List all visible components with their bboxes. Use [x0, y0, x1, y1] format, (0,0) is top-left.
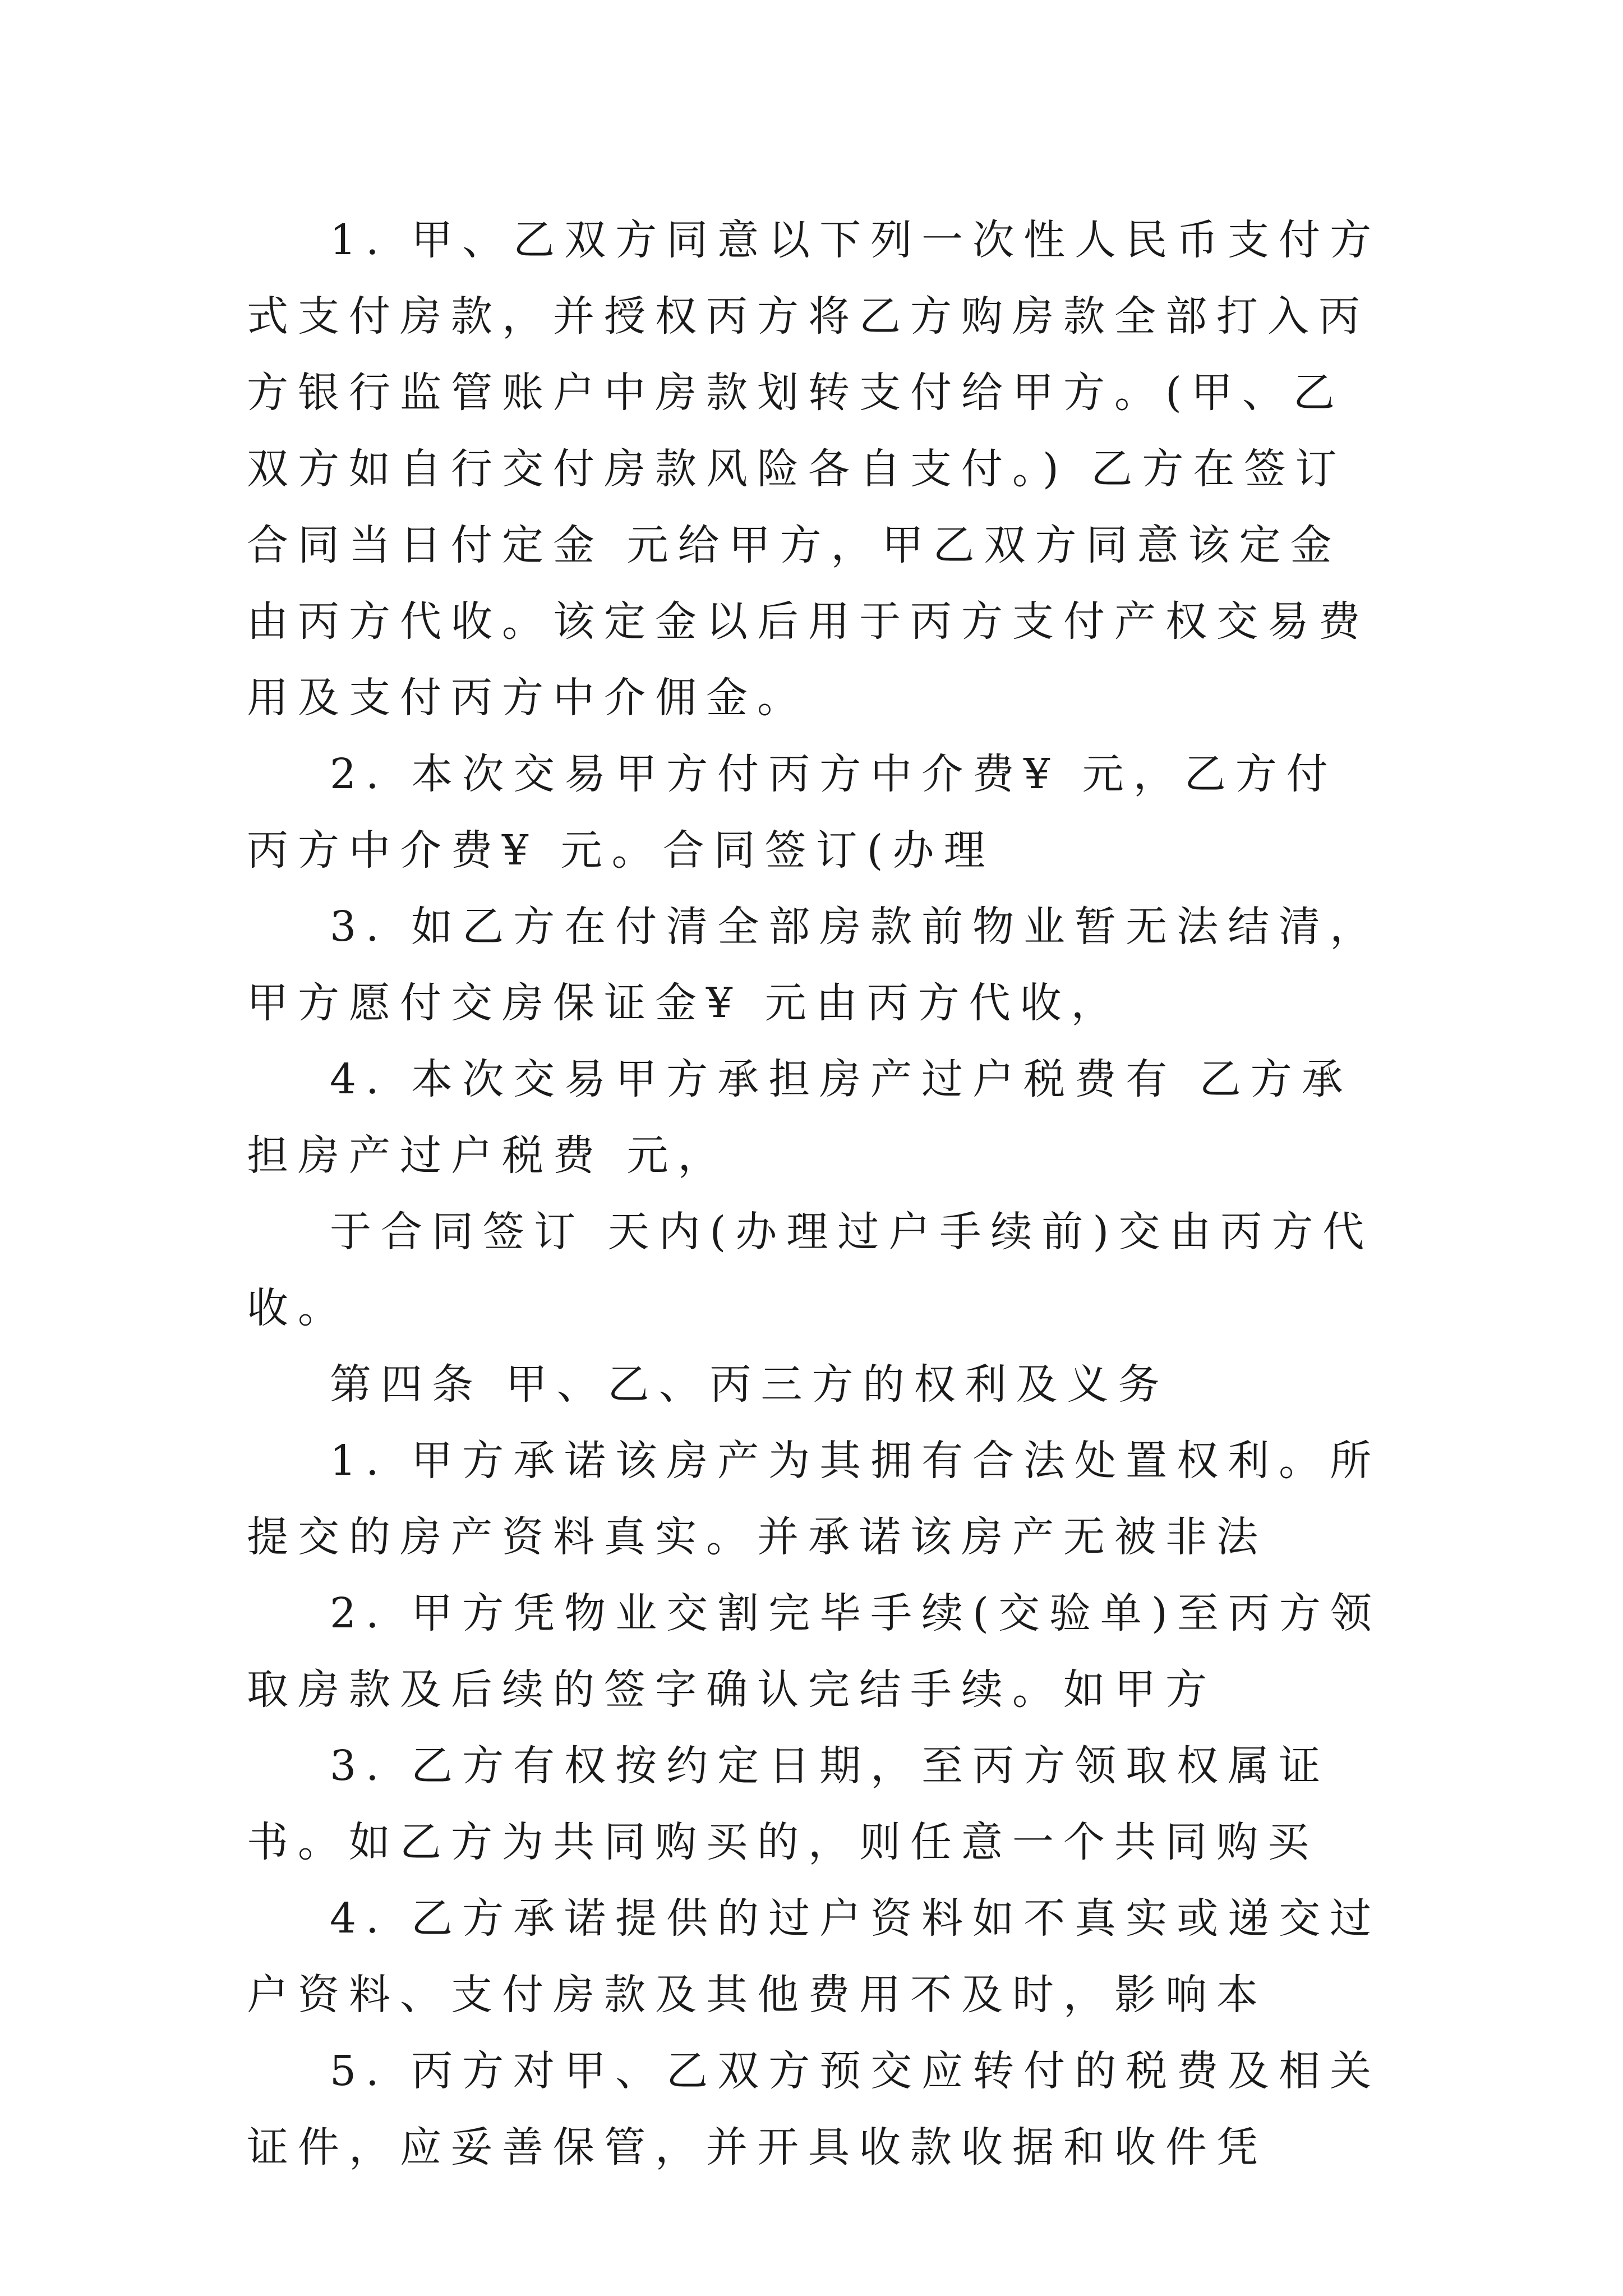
paragraph-party-b-commitment: 4. 乙方承诺提供的过户资料如不真实或递交过户资料、支付房款及其他费用不及时，影响本	[247, 1894, 1381, 2019]
paragraph-transfer-tax: 4. 本次交易甲方承担房产过户税费有 乙方承担房产过户税费 元，	[247, 1055, 1353, 1180]
paragraph-agency-fee: 2. 本次交易甲方付丙方中介费¥ 元，乙方付丙方中介费¥ 元。合同签订(办理	[247, 750, 1338, 875]
paragraph-party-a-commitment: 1. 甲方承诺该房产为其拥有合法处置权利。所提交的房产资料真实。并承诺该房产无被非法	[247, 1437, 1381, 1561]
paragraph-party-a-collection: 2. 甲方凭物业交割完毕手续(交验单)至丙方领取房款及后续的签字确认完结手续。如甲方	[247, 1589, 1381, 1714]
paragraph-collection-deadline: 于合同签订 天内(办理过户手续前)交由丙方代收。	[247, 1208, 1374, 1332]
paragraph-payment-method: 1. 甲、乙双方同意以下列一次性人民币支付方式支付房款，并授权丙方将乙方购房款全部打入丙方银行监管账户中房款划转支付给甲方。(甲、乙双方如自行交付房款风险各自支付。) 乙方在签订合同当日付定金 元给甲方，甲乙双方同意该定金由丙方代收。该定金以后用于丙方支付产权交易费用及支付丙方中介佣金。	[247, 216, 1381, 722]
document-body	[247, 202, 1385, 2185]
paragraph-party-b-certificate: 3. 乙方有权按约定日期，至丙方领取权属证书。如乙方为共同购买的，则任意一个共同购买	[247, 1742, 1330, 1866]
paragraph-property-deposit: 3. 如乙方在付清全部房款前物业暂无法结清，甲方愿付交房保证金¥ 元由丙方代收，	[247, 903, 1381, 1027]
paragraph-party-c-custody: 5. 丙方对甲、乙双方预交应转付的税费及相关证件，应妥善保管，并开具收款收据和收件凭	[247, 2047, 1381, 2171]
section-heading-article-four: 第四条 甲、乙、丙三方的权利及义务	[330, 1360, 1169, 1409]
